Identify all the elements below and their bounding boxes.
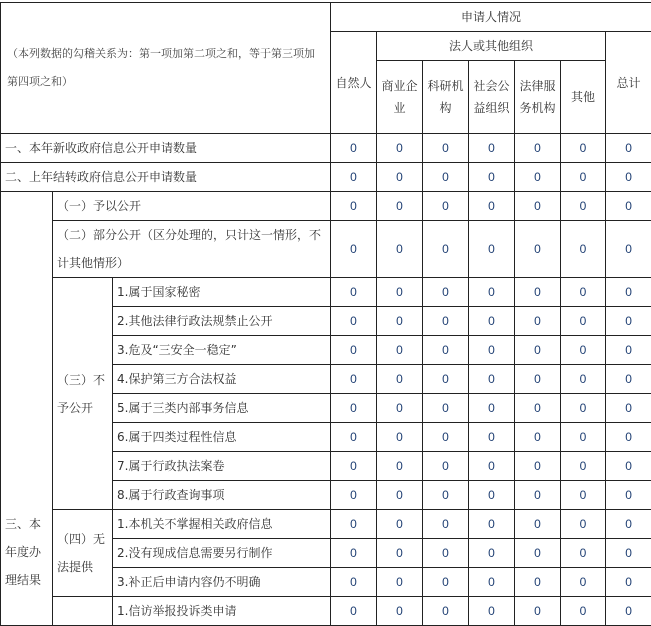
value-cell: 0 [377, 192, 423, 221]
value-cell: 0 [377, 394, 423, 423]
value-cell: 0 [423, 394, 469, 423]
sub-column-header: 社会公益组织 [469, 61, 515, 134]
value-cell: 0 [606, 134, 651, 163]
value-cell: 0 [606, 192, 651, 221]
value-cell: 0 [331, 163, 377, 192]
table-row [1, 163, 651, 192]
row-label: （一）予以公开 [53, 192, 331, 221]
value-cell: 0 [561, 163, 606, 192]
value-cell: 0 [469, 336, 515, 365]
value-cell: 0 [377, 423, 423, 452]
value-cell: 0 [377, 134, 423, 163]
value-cell: 0 [515, 163, 561, 192]
value-cell: 0 [469, 597, 515, 626]
value-cell: 0 [469, 192, 515, 221]
item-label: 3.危及“三安全一稳定” [113, 336, 331, 365]
section3-label: 三、本年度办理结果 [1, 192, 53, 626]
group-label: （四）无法提供 [53, 510, 113, 597]
value-cell: 0 [561, 278, 606, 307]
value-cell: 0 [515, 568, 561, 597]
value-cell: 0 [606, 278, 651, 307]
item-label: 1.信访举报投诉类申请 [113, 597, 331, 626]
value-cell: 0 [606, 394, 651, 423]
item-label: 5.属于三类内部事务信息 [113, 394, 331, 423]
value-cell: 0 [606, 539, 651, 568]
value-cell: 0 [469, 163, 515, 192]
value-cell: 0 [515, 481, 561, 510]
value-cell: 0 [606, 365, 651, 394]
value-cell: 0 [606, 481, 651, 510]
value-cell: 0 [606, 568, 651, 597]
value-cell: 0 [423, 539, 469, 568]
value-cell: 0 [561, 336, 606, 365]
natural-person-header: 自然人 [331, 32, 377, 134]
value-cell: 0 [606, 336, 651, 365]
value-cell: 0 [561, 481, 606, 510]
table-row [1, 221, 651, 278]
value-cell: 0 [561, 539, 606, 568]
value-cell: 0 [377, 568, 423, 597]
value-cell: 0 [515, 307, 561, 336]
value-cell: 0 [561, 221, 606, 278]
value-cell: 0 [561, 568, 606, 597]
row-label: 二、上年结转政府信息公开申请数量 [1, 163, 331, 192]
item-label: 2.没有现成信息需要另行制作 [113, 539, 331, 568]
value-cell: 0 [515, 452, 561, 481]
value-cell: 0 [423, 597, 469, 626]
government-info-disclosure-table [0, 2, 651, 626]
value-cell: 0 [377, 278, 423, 307]
value-cell: 0 [331, 192, 377, 221]
value-cell: 0 [515, 192, 561, 221]
table-row [1, 510, 651, 539]
value-cell: 0 [515, 510, 561, 539]
value-cell: 0 [469, 221, 515, 278]
applicant-header: 申请人情况 [331, 3, 651, 32]
value-cell: 0 [377, 307, 423, 336]
value-cell: 0 [606, 597, 651, 626]
value-cell: 0 [606, 221, 651, 278]
value-cell: 0 [331, 278, 377, 307]
sub-column-header: 其他 [561, 61, 606, 134]
value-cell: 0 [515, 423, 561, 452]
value-cell: 0 [469, 539, 515, 568]
item-label: 4.保护第三方合法权益 [113, 365, 331, 394]
value-cell: 0 [377, 221, 423, 278]
value-cell: 0 [423, 134, 469, 163]
sub-column-header: 商业企业 [377, 61, 423, 134]
value-cell: 0 [331, 365, 377, 394]
sub-column-header: 法律服务机构 [515, 61, 561, 134]
value-cell: 0 [377, 539, 423, 568]
value-cell: 0 [423, 510, 469, 539]
value-cell: 0 [331, 423, 377, 452]
value-cell: 0 [561, 510, 606, 539]
value-cell: 0 [331, 134, 377, 163]
value-cell: 0 [469, 278, 515, 307]
row-label: （二）部分公开（区分处理的，只计这一情形，不计其他情形） [53, 221, 331, 278]
value-cell: 0 [561, 597, 606, 626]
value-cell: 0 [515, 539, 561, 568]
value-cell: 0 [331, 394, 377, 423]
value-cell: 0 [561, 134, 606, 163]
value-cell: 0 [469, 568, 515, 597]
value-cell: 0 [469, 423, 515, 452]
value-cell: 0 [331, 539, 377, 568]
item-label: 7.属于行政执法案卷 [113, 452, 331, 481]
total-header: 总计 [606, 32, 651, 134]
group-label [53, 597, 113, 626]
table-row [1, 278, 651, 307]
value-cell: 0 [331, 568, 377, 597]
value-cell: 0 [423, 221, 469, 278]
table-note: （本列数据的勾稽关系为：第一项加第二项之和，等于第三项加第四项之和） [1, 3, 331, 134]
value-cell: 0 [515, 278, 561, 307]
value-cell: 0 [561, 365, 606, 394]
value-cell: 0 [469, 452, 515, 481]
legal-group-header: 法人或其他组织 [377, 32, 606, 61]
value-cell: 0 [606, 452, 651, 481]
value-cell: 0 [377, 452, 423, 481]
value-cell: 0 [469, 394, 515, 423]
value-cell: 0 [469, 510, 515, 539]
item-label: 2.其他法律行政法规禁止公开 [113, 307, 331, 336]
value-cell: 0 [377, 336, 423, 365]
item-label: 3.补正后申请内容仍不明确 [113, 568, 331, 597]
value-cell: 0 [469, 307, 515, 336]
value-cell: 0 [469, 134, 515, 163]
value-cell: 0 [561, 452, 606, 481]
value-cell: 0 [423, 307, 469, 336]
value-cell: 0 [515, 221, 561, 278]
table-row [1, 134, 651, 163]
value-cell: 0 [469, 481, 515, 510]
value-cell: 0 [515, 336, 561, 365]
value-cell: 0 [561, 423, 606, 452]
value-cell: 0 [331, 481, 377, 510]
value-cell: 0 [331, 452, 377, 481]
value-cell: 0 [606, 510, 651, 539]
value-cell: 0 [561, 394, 606, 423]
value-cell: 0 [469, 365, 515, 394]
value-cell: 0 [331, 307, 377, 336]
value-cell: 0 [561, 307, 606, 336]
value-cell: 0 [377, 365, 423, 394]
value-cell: 0 [606, 423, 651, 452]
value-cell: 0 [423, 336, 469, 365]
sub-column-header: 科研机构 [423, 61, 469, 134]
value-cell: 0 [423, 481, 469, 510]
value-cell: 0 [423, 452, 469, 481]
value-cell: 0 [331, 336, 377, 365]
value-cell: 0 [331, 597, 377, 626]
value-cell: 0 [331, 510, 377, 539]
value-cell: 0 [515, 134, 561, 163]
value-cell: 0 [331, 221, 377, 278]
value-cell: 0 [515, 365, 561, 394]
value-cell: 0 [515, 597, 561, 626]
value-cell: 0 [561, 192, 606, 221]
value-cell: 0 [423, 365, 469, 394]
table-row [1, 192, 651, 221]
table-row [1, 597, 651, 626]
value-cell: 0 [423, 163, 469, 192]
value-cell: 0 [423, 278, 469, 307]
value-cell: 0 [377, 510, 423, 539]
value-cell: 0 [515, 394, 561, 423]
value-cell: 0 [423, 568, 469, 597]
item-label: 1.属于国家秘密 [113, 278, 331, 307]
value-cell: 0 [377, 163, 423, 192]
value-cell: 0 [606, 307, 651, 336]
item-label: 8.属于行政查询事项 [113, 481, 331, 510]
value-cell: 0 [423, 423, 469, 452]
group-label: （三）不予公开 [53, 278, 113, 510]
item-label: 6.属于四类过程性信息 [113, 423, 331, 452]
value-cell: 0 [606, 163, 651, 192]
value-cell: 0 [423, 192, 469, 221]
item-label: 1.本机关不掌握相关政府信息 [113, 510, 331, 539]
row-label: 一、本年新收政府信息公开申请数量 [1, 134, 331, 163]
value-cell: 0 [377, 481, 423, 510]
value-cell: 0 [377, 597, 423, 626]
